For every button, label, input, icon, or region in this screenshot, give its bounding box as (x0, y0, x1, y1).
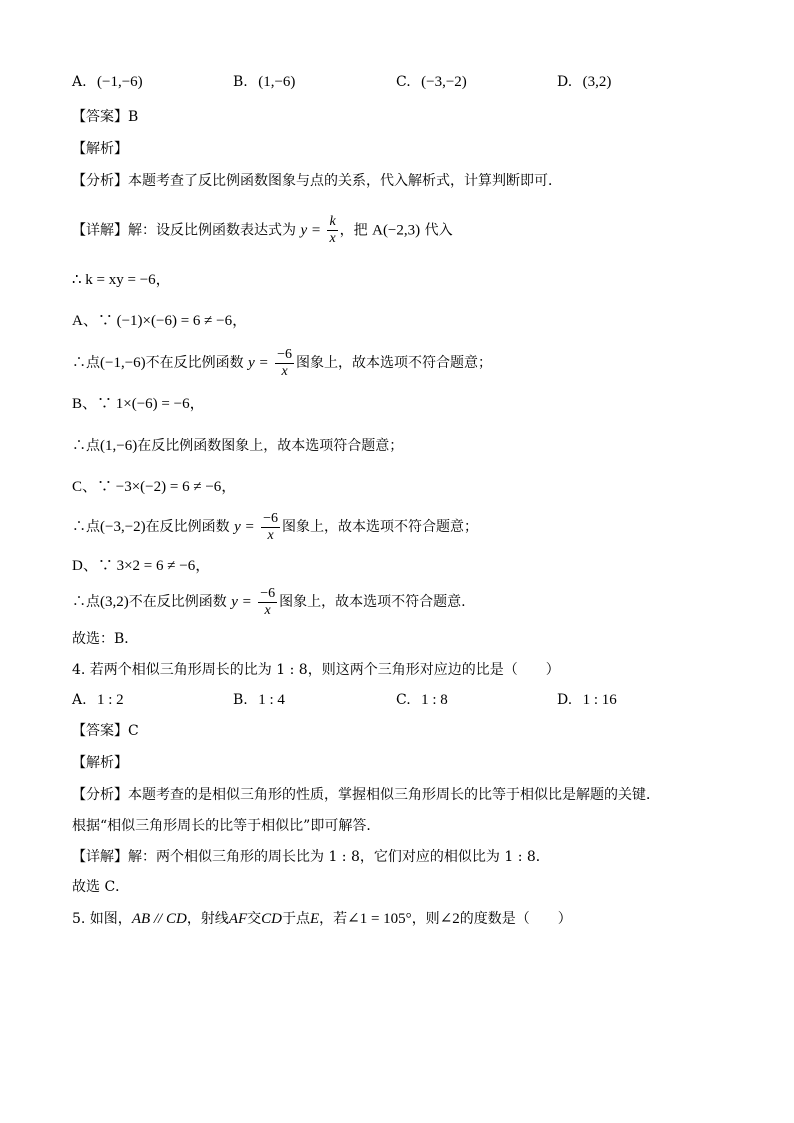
y-equals: y = (248, 355, 269, 371)
fenxi-label: 【分析】 (72, 787, 128, 803)
q3-check-c: C、∵ −3×(−2) = 6 ≠ −6， (72, 479, 237, 495)
xiangjie-pre: 解：设反比例函数表达式为 (128, 222, 296, 239)
fraction-neg6-over-x (275, 347, 294, 380)
answer-label: 【答案】 (72, 109, 128, 125)
q5-text-5: ，则 (411, 911, 440, 927)
option-letter: A. (72, 74, 87, 90)
option-value: 1 : 8 (421, 692, 448, 708)
answer-value: C (128, 723, 139, 739)
q4-fenxi (72, 785, 660, 805)
q3-check-a: A、∵ (−1)×(−6) = 6 ≠ −6， (72, 313, 248, 329)
fenxi-text: 本题考查了反比例函数图象与点的关系，代入解析式，计算判断即可． (128, 173, 562, 189)
point-e: E (309, 911, 320, 927)
fraction-neg6-over-x (258, 586, 277, 619)
option-letter: C. (396, 74, 411, 90)
q3-option-a (72, 72, 143, 92)
fraction-denominator: x (329, 231, 336, 246)
y-equals: y = (234, 519, 255, 535)
option-value: 1 : 16 (582, 692, 617, 708)
conc-pre: ∴点 (72, 519, 100, 535)
q3-option-c (396, 72, 467, 92)
xiangjie-label: 【详解】 (72, 222, 128, 239)
y-equals: y = (300, 222, 321, 239)
q3-answer (72, 107, 138, 127)
q3-conclusion-a (72, 346, 492, 380)
q4-option-b (233, 690, 285, 710)
conc-mid: 在反比例函数 (145, 519, 230, 535)
answer-label: 【答案】 (72, 723, 128, 739)
fraction-numerator: −6 (260, 585, 276, 601)
fraction-numerator: k (329, 214, 336, 229)
option-letter: D. (557, 692, 573, 708)
q4-option-a (72, 690, 124, 710)
q5-text-2: 交 (247, 911, 262, 927)
q4-xiangjie (72, 847, 550, 867)
conc-pre: ∴点 (72, 594, 100, 610)
q4-choice: 故选 C． (72, 879, 130, 895)
option-letter: B. (233, 74, 248, 90)
answer-value: B (128, 109, 139, 125)
conc-post: 图象上，故本选项不符合题意； (296, 355, 493, 371)
q4-answer (72, 721, 139, 741)
q4-analysis-heading: 【解析】 (72, 755, 128, 771)
fraction-neg6-over-x (261, 511, 280, 544)
conc-point: (3,2) (100, 594, 129, 610)
ab-parallel-cd: AB // CD (131, 911, 187, 927)
q3-analysis-heading: 【解析】 (72, 141, 128, 157)
conc-point: (−1,−6) (100, 355, 146, 371)
q3-check-d: D、∵ 3×2 = 6 ≠ −6， (72, 558, 211, 574)
segment-af: AF (228, 911, 248, 927)
q3-conclusion-c (72, 510, 478, 544)
fraction-numerator: −6 (277, 346, 293, 362)
option-value: 1 : 4 (258, 692, 285, 708)
option-letter: A. (72, 692, 87, 708)
q4-option-d (557, 690, 617, 710)
option-value: (−1,−6) (97, 74, 143, 90)
xiangjie-label: 【详解】 (72, 849, 128, 865)
conc-mid: 不在反比例函数 (128, 594, 227, 610)
q5-number: 5. 如图， (72, 911, 132, 927)
q5-text-3: 于点 (281, 911, 310, 927)
xiangjie-post: 代入 (424, 222, 453, 239)
q3-conclusion-b (72, 436, 403, 456)
q3-k-line: ∴ k = xy = −6， (72, 272, 171, 288)
xiangjie-mid: ，把 (339, 222, 368, 239)
conc-mid: 不在反比例函数 (145, 355, 244, 371)
fraction-denominator: x (281, 363, 288, 379)
angle-2: ∠2 (439, 911, 460, 927)
q5-text-1: ，射线 (186, 911, 229, 927)
q3-check-b: B、∵ 1×(−6) = −6， (72, 396, 205, 412)
option-value: 1 : 2 (97, 692, 124, 708)
fenxi-label: 【分析】 (72, 173, 128, 189)
fraction-k-over-x (327, 214, 337, 247)
fraction-denominator: x (264, 602, 271, 618)
q4-question: 4. 若两个相似三角形周长的比为 1 : 8，则这两个三角形对应边的比是（ ） (72, 662, 560, 678)
option-value: (−3,−2) (421, 74, 467, 90)
xiangjie-text: 解：两个相似三角形的周长比为 1 : 8，它们对应的相似比为 1 : 8． (128, 849, 550, 865)
q4-option-c (396, 690, 448, 710)
segment-cd: CD (261, 911, 282, 927)
conc-post: 在反比例函数图象上，故本选项符合题意； (137, 438, 404, 454)
conc-pre: ∴点 (72, 438, 100, 454)
q5-question (72, 909, 572, 929)
q3-fenxi (72, 171, 562, 191)
fraction-denominator: x (267, 527, 274, 543)
conc-pre: ∴点 (72, 355, 100, 371)
conc-point: (1,−6) (100, 438, 138, 454)
conc-point: (−3,−2) (100, 519, 146, 535)
conc-post: 图象上，故本选项不符合题意； (282, 519, 479, 535)
q3-option-b (233, 72, 295, 92)
q4-fenxi-2: 根据“相似三角形周长的比等于相似比”即可解答． (72, 818, 381, 834)
option-letter: B. (233, 692, 248, 708)
fraction-numerator: −6 (263, 510, 279, 526)
q3-choice: 故选：B． (72, 631, 139, 647)
option-value: (3,2) (582, 74, 612, 90)
point-a: A(−2,3) (372, 222, 421, 239)
q3-option-d (557, 72, 611, 92)
q3-conclusion-d (72, 585, 466, 619)
option-letter: D. (557, 74, 573, 90)
q5-text-4: ，若 (319, 911, 348, 927)
angle-1: ∠1 = 105° (347, 911, 412, 927)
option-letter: C. (396, 692, 411, 708)
q5-text-6: 的度数是（ ） (459, 911, 572, 927)
fenxi-text: 本题考查的是相似三角形的性质，掌握相似三角形周长的比等于相似比是解题的关键． (128, 787, 660, 803)
option-value: (1,−6) (258, 74, 296, 90)
conc-post: 图象上，故本选项不符合题意. (279, 594, 466, 610)
y-equals: y = (231, 594, 252, 610)
q3-xiangjie (72, 214, 453, 247)
